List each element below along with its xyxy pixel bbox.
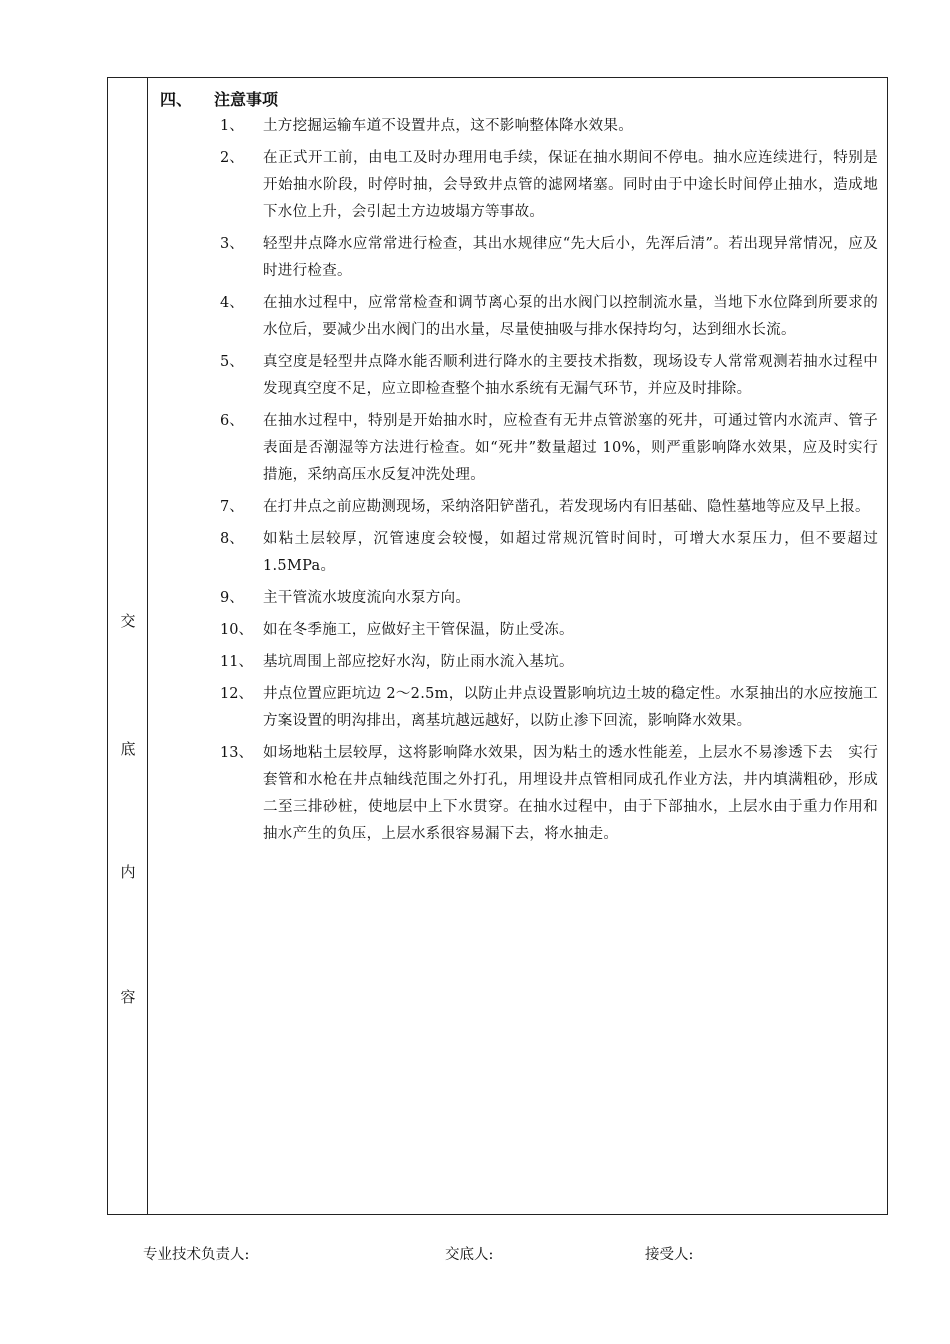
item-text: 如粘土层较厚，沉管速度会较慢，如超过常规沉管时间时，可增大水泵压力，但不要超过 1.5MPa。: [263, 531, 878, 574]
item-text: 井点位置应距坑边 2～2.5m，以防止井点设置影响坑边土坡的稳定性。水泵抽出的水应按施工方案设置的明沟排出，离基坑越远越好，以防止渗下回流，影响降水效果。: [263, 686, 878, 729]
list-item: [0, 585, 950, 612]
list-item: [0, 617, 950, 644]
list-item: [0, 290, 950, 344]
item-number: 7、: [220, 499, 244, 515]
section-title: 注意事项: [214, 90, 279, 109]
item-text: 在抽水过程中，应常常检查和调节离心泵的出水阀门以控制流水量，当地下水位降到所要求的水位后，要减少出水阀门的出水量，尽量使抽吸与排水保持均匀，达到细水长流。: [263, 295, 878, 338]
item-text: 如在冬季施工，应做好主干管保温，防止受冻。: [263, 622, 574, 638]
list-item: [0, 113, 950, 140]
section-heading: [160, 87, 278, 110]
item-text: 主干管流水坡度流向水泵方向。: [263, 590, 471, 606]
side-label-char: 交: [120, 612, 136, 630]
tech-lead-signature-label: 专业技术负责人:: [143, 1247, 250, 1263]
receiver-signature-label: 接受人:: [645, 1247, 694, 1263]
list-item: [0, 349, 950, 403]
item-number: 9、: [220, 590, 244, 606]
side-label-char: 内: [120, 863, 136, 881]
item-number: 6、: [220, 413, 244, 429]
side-label-char: 容: [120, 988, 136, 1006]
item-number: 13、: [220, 745, 253, 761]
item-text: 真空度是轻型井点降水能否顺利进行降水的主要技术指数，现场设专人常常观测若抽水过程中发现真空度不足，应立即检查整个抽水系统有无漏气环节，并应及时排除。: [263, 354, 878, 397]
list-item: [0, 740, 950, 848]
side-label-char: 底: [120, 740, 136, 758]
item-text: 基坑周围上部应挖好水沟，防止雨水流入基坑。: [263, 654, 574, 670]
item-number: 10、: [220, 622, 253, 638]
list-item: [0, 494, 950, 521]
item-number: 3、: [220, 236, 244, 252]
section-number: 四、: [160, 90, 193, 109]
item-number: 11、: [220, 654, 253, 670]
notes-list: [0, 113, 950, 853]
list-item: [0, 649, 950, 676]
list-item: [0, 231, 950, 285]
item-text: 土方挖掘运输车道不设置井点，这不影响整体降水效果。: [263, 118, 633, 134]
item-text: 在抽水过程中，特别是开始抽水时，应检查有无井点管淤塞的死井，可通过管内水流声、管子表面是否潮湿等方法进行检查。如“死井”数量超过 10%，则严重影响降水效果，应及时实行措施，采纳高压水反复冲洗处理。: [263, 413, 878, 483]
item-text: 如场地粘土层较厚，这将影响降水效果，因为粘土的透水性能差，上层水不易渗透下去 实行套管和水枪在井点轴线范围之外打孔，用埋设井点管相同成孔作业方法，井内填满粗砂，形成二至三排砂桩，使地层中上下水贯穿。在抽水过程中，由于下部抽水，上层水由于重力作用和抽水产生的负压，上层水系很容易漏下去，将水抽走。: [263, 745, 878, 842]
item-number: 4、: [220, 295, 244, 311]
item-number: 2、: [220, 150, 244, 166]
item-number: 1、: [220, 118, 244, 134]
list-item: [0, 145, 950, 226]
item-text: 在正式开工前，由电工及时办理用电手续，保证在抽水期间不停电。抽水应连续进行，特别是开始抽水阶段，时停时抽，会导致井点管的滤网堵塞。同时由于中途长时间停止抽水，造成地下水位上升，会引起土方边坡塌方等事故。: [263, 150, 878, 220]
item-number: 5、: [220, 354, 244, 370]
item-number: 8、: [220, 531, 244, 547]
presenter-signature-label: 交底人:: [445, 1247, 494, 1263]
list-item: [0, 526, 950, 580]
list-item: [0, 408, 950, 489]
item-number: 12、: [220, 686, 253, 702]
list-item: [0, 681, 950, 735]
item-text: 轻型井点降水应常常进行检查，其出水规律应“先大后小，先浑后清”。若出现异常情况，应及时进行检查。: [263, 236, 878, 279]
item-text: 在打井点之前应勘测现场，采纳洛阳铲凿孔，若发现场内有旧基础、隐性墓地等应及早上报。: [263, 499, 870, 515]
